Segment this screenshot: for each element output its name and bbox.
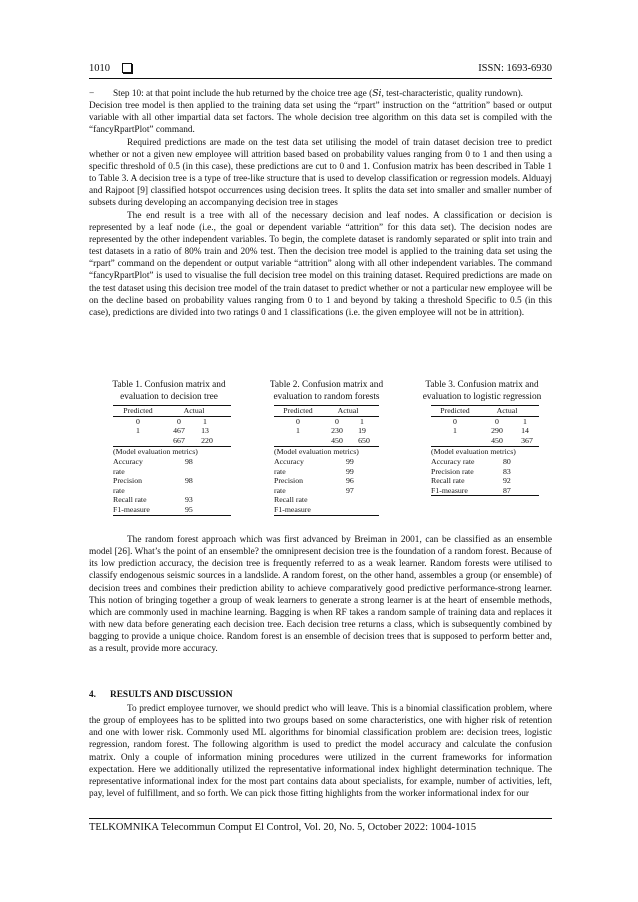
paragraph: Required predictions are made on the test data set utilising the model of train dataset decision tree to predict whether or not a given new employee will attrition based based on probability values ranging from 0 to 1 and then using a specific threshold of 0.5 (in this case), these predictions are cut to 0 and 1. Confusion matrix has been described in Table 1 to Table 3. A decision tree is a type of tree-like structure that is used to develop classification or regression models. Alduayj and Rajpoot [9] classified hotspot occurrences using decision trees. It splits the data set into smaller and smaller number of subsets during developing an accompanying decision tree in stages [89, 137, 552, 209]
paragraph: The end result is a tree with all of the necessary decision and leaf nodes. A classification or decision is represented by a leaf node (i.e., the goal or dependent variable “attrition” for this data set). The decision nodes are represented by the other independent variables. To begin, the complete dataset is randomly separated or split into train and test datasets in a ratio of 80% train and 20% test. Then the decision tree model is applied to the training data set using the “rpart” command on the dependent or output variable “attrition” along with all other independent variables. The command “fancyRpartPlot” is used to visualise the full decision tree model on this training dataset. Required predictions are made on the test dataset using this decision tree model of the train dataset to predict whether or not a particular new employee will be on the decline based on probability values ranging from 0 to 1 and beyond by taking a threshold Specific to 0.5 (in this case), predictions are divided into two ratings 0 and 1 classifications (i.e. the given employee will not be in attrition). [89, 210, 552, 318]
table-caption: Table 1. Confusion matrix and [112, 380, 226, 390]
results-text [89, 703, 552, 800]
page-header [89, 60, 552, 76]
page-number: 1010 [89, 62, 110, 74]
table-caption: evaluation to decision tree [120, 392, 218, 402]
paragraph: The random forest approach which was first advanced by Breiman in 2001, can be classified as an ensemble model [26]. What’s the point of an ensemble? the omnipresent decision tree is the foundation of a random forest. Because of its low prediction accuracy, the decision tree is frequently referred to as a weak learner. Random forests were utilised to classify endogenous seismic sources in a landslide. A random forest, on the other hand, assembles a group (or ensemble) of decision trees and combines their prediction ability to achieve comparatively good predictive performance-strong learner. This notion of bringing together a group of weak learners to generate a strong learner is at the heart of ensemble methods, which are commonly used in machine learning. Bagging is when RF takes a random sample of training data and replaces it with new data before generating each decision tree. Each decision tree returns a class, which is subsequently combined by bagging to provide a unique choice. Random forest is an ensemble of decision trees that is supposed to perform better and, as a result, provide more accuracy. [89, 535, 552, 655]
paragraph: To predict employee turnover, we should predict who will leave. This is a binomial classification problem, where the group of employees has to be splitted into two groups based on some characteristics, one with higher risk of retention and one with lower risk. Commonly used ML algorithms for binomial classification problem are: decision trees, logistic regression, random forest. The following algorithm is used to predict the model accuracy and calculate the confusion matrix. Only a couple of information mining procedures were utilized in the current frameworks for information expectation. Here we additionally utilized the representative informational index highlight determination technique. The representative informational index for the most part contains data about specialists, for example, number of activities, left, pay, level of fulfillment, and so forth. We can pick those fitting highlights from the worker informational index for our [89, 704, 552, 800]
table-caption: Table 2. Confusion matrix and [269, 380, 384, 390]
header-rule [89, 78, 552, 79]
table-caption: Table 3. Confusion matrix and [425, 380, 539, 390]
bullet-step-10: − Step 10: at that point include the hub returned by the choice tree age (𝑆𝑖, test-characteristic, quality rundown). [89, 89, 524, 99]
footer-rule [89, 818, 552, 819]
section-heading: 4. RESULTS AND DISCUSSION [89, 690, 233, 700]
square-icon [122, 63, 132, 73]
table-caption: evaluation to logistic regression [422, 392, 542, 402]
footer: TELKOMNIKA Telecommun Comput El Control, Vol. 20, No. 5, October 2022: 1004-1015 [89, 822, 477, 833]
table-2: Table 2. Confusion matrix and evaluation to random forests Predicted Actual 0 0 1 1 230 19 450 650 (Model evaluation metrics) Accuracy 99 rate 99 Precision 96 rate 97 Recall rate F1-measure [254, 379, 399, 516]
table-3: Table 3. Confusion matrix and evaluation to logistic regression Predicted Actual 0 0 1 1 290 14 450 367 (Model evaluation metrics) Accuracy rate 80 Precision rate 83 Recall rate 92 F1-measure 87 [409, 379, 555, 496]
table-1: Table 1. Confusion matrix and evaluation to decision tree Predicted Actual 0 0 1 1 467 13 667 220 (Model evaluation metrics) Accuracy 98 rate Precision 98 rate Recall rate 93 F1-measure 95 [99, 379, 239, 516]
random-forest-text [89, 534, 552, 656]
issn: ISSN: 1693-6930 [478, 62, 552, 74]
paragraph: Decision tree model is then applied to the training data set using the “rpart” instruction on the “attrition” based or output variable with all other impartial data set factors. The whole decision tree algorithm on this data set is compiled with the “fancyRpartPlot” command. [89, 101, 552, 136]
intro-text [89, 88, 552, 319]
tables-row [89, 379, 552, 519]
table-caption: evaluation to random forests [273, 392, 380, 402]
